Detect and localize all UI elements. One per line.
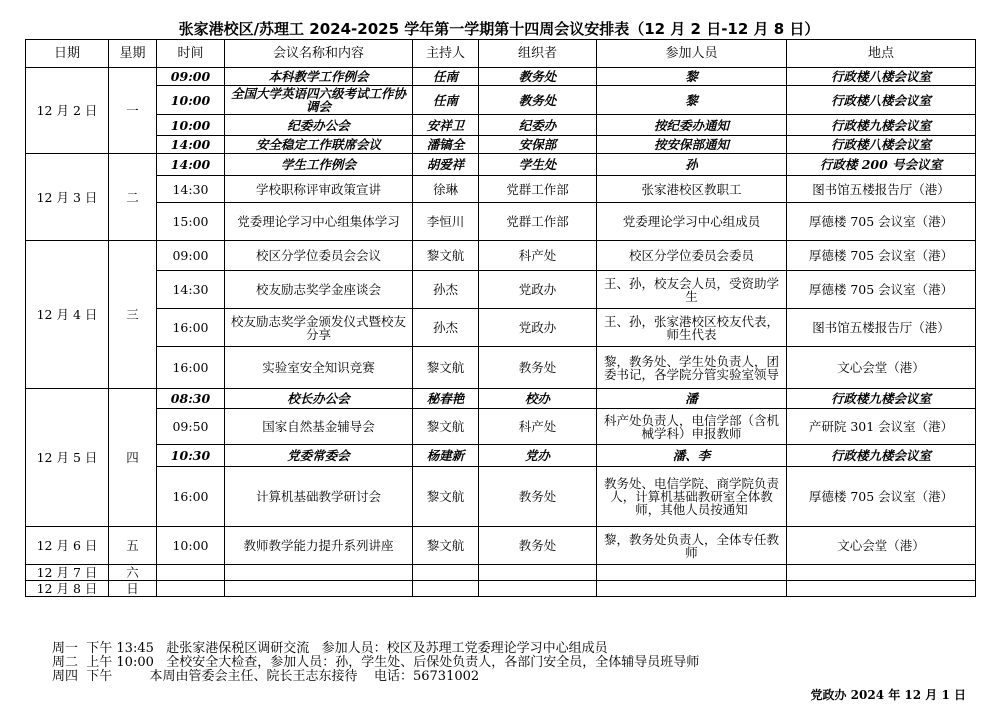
meeting-name-cell: 党委常委会 [225,445,413,467]
meeting-row [26,115,976,136]
date-cell: 12 月 3 日 [26,154,109,241]
meeting-name-cell: 校友励志奖学金颁发仪式暨校友分享 [225,309,413,347]
meeting-name-cell: 学生工作例会 [225,154,413,176]
attendees-cell: 王、孙，校友会人员，受资助学生 [597,271,787,309]
host-cell: 黎文航 [413,347,479,389]
host-cell: 孙杰 [413,271,479,309]
attendees-cell: 党委理论学习中心组成员 [597,203,787,241]
host-cell [413,581,479,597]
meeting-row [26,154,976,176]
time-cell: 10:30 [157,445,225,467]
attendees-cell: 孙 [597,154,787,176]
meeting-row [26,271,976,309]
organizer-cell: 党政办 [479,309,597,347]
location-cell: 行政楼八楼会议室 [787,86,976,115]
location-cell: 文心会堂（港） [787,347,976,389]
organizer-cell: 党群工作部 [479,176,597,203]
meeting-name-cell: 计算机基础教学研讨会 [225,467,413,527]
attendees-cell: 按纪委办通知 [597,115,787,136]
organizer-cell: 教务处 [479,347,597,389]
time-cell: 09:00 [157,241,225,271]
time-cell [157,565,225,581]
date-cell: 12 月 4 日 [26,241,109,389]
host-cell: 杨建新 [413,445,479,467]
meeting-row [26,68,976,86]
meeting-name-cell: 校友励志奖学金座谈会 [225,271,413,309]
organizer-cell: 党办 [479,445,597,467]
location-cell: 厚德楼 705 会议室（港） [787,203,976,241]
meeting-row [26,527,976,565]
host-cell: 黎文航 [413,527,479,565]
meeting-row [26,136,976,154]
host-cell: 潘镐全 [413,136,479,154]
location-cell: 厚德楼 705 会议室（港） [787,467,976,527]
time-cell: 14:30 [157,176,225,203]
attendees-cell: 黎 [597,86,787,115]
location-cell [787,581,976,597]
host-cell: 李恒川 [413,203,479,241]
time-cell: 08:30 [157,389,225,409]
attendees-cell: 王、孙，张家港校区校友代表，师生代表 [597,309,787,347]
time-cell: 16:00 [157,467,225,527]
date-cell: 12 月 8 日 [26,581,109,597]
host-cell: 任南 [413,86,479,115]
host-cell [413,565,479,581]
host-cell: 黎文航 [413,409,479,445]
organizer-cell: 科产处 [479,241,597,271]
host-cell: 任南 [413,68,479,86]
host-cell: 秘春艳 [413,389,479,409]
schedule-table [25,39,976,597]
organizer-cell: 学生处 [479,154,597,176]
meeting-name-cell: 全国大学英语四六级考试工作协调会 [225,86,413,115]
meeting-name-cell: 实验室安全知识竞赛 [225,347,413,389]
location-cell: 行政楼 200 号会议室 [787,154,976,176]
meeting-name-cell: 党委理论学习中心组集体学习 [225,203,413,241]
header-weekday: 星期 [109,40,157,68]
meeting-row [26,347,976,389]
meeting-name-cell [225,581,413,597]
weekday-cell: 二 [109,154,157,241]
attendees-cell: 潘、李 [597,445,787,467]
weekday-cell: 一 [109,68,157,154]
location-cell: 行政楼九楼会议室 [787,389,976,409]
header-row [26,40,976,68]
meeting-name-cell: 安全稳定工作联席会议 [225,136,413,154]
host-cell: 孙杰 [413,309,479,347]
schedule-body [26,68,976,597]
attendees-cell: 按安保部通知 [597,136,787,154]
time-cell: 10:00 [157,86,225,115]
meeting-row [26,176,976,203]
organizer-cell: 党政办 [479,271,597,309]
meeting-row [26,389,976,409]
organizer-cell: 党群工作部 [479,203,597,241]
attendees-cell: 黎，教务处、学生处负责人，团委书记，各学院分管实验室领导 [597,347,787,389]
time-cell: 16:00 [157,309,225,347]
meeting-row [26,445,976,467]
attendees-cell [597,581,787,597]
host-cell: 黎文航 [413,467,479,527]
header-attendees: 参加人员 [597,40,787,68]
location-cell: 行政楼九楼会议室 [787,115,976,136]
location-cell: 图书馆五楼报告厅（港） [787,176,976,203]
header-time: 时间 [157,40,225,68]
time-cell: 10:00 [157,115,225,136]
location-cell: 行政楼九楼会议室 [787,445,976,467]
location-cell: 行政楼八楼会议室 [787,136,976,154]
date-cell: 12 月 6 日 [26,527,109,565]
meeting-name-cell: 国家自然基金辅导会 [225,409,413,445]
time-cell: 14:00 [157,136,225,154]
weekday-cell: 三 [109,241,157,389]
time-cell [157,581,225,597]
weekday-cell: 四 [109,389,157,527]
location-cell [787,565,976,581]
meeting-row [26,241,976,271]
location-cell: 厚德楼 705 会议室（港） [787,271,976,309]
attendees-cell: 张家港校区教职工 [597,176,787,203]
organizer-cell: 科产处 [479,409,597,445]
meeting-name-cell: 学校职称评审政策宣讲 [225,176,413,203]
header-date: 日期 [26,40,109,68]
time-cell: 16:00 [157,347,225,389]
meeting-name-cell [225,565,413,581]
weekday-cell: 五 [109,527,157,565]
attendees-cell: 科产处负责人，电信学部（含机械学科）申报教师 [597,409,787,445]
footer-line: 周四 下午 本周由管委会主任、院长王志东接待 电话：56731002 [52,669,480,684]
meeting-name-cell: 教师教学能力提升系列讲座 [225,527,413,565]
header-organizer: 组织者 [479,40,597,68]
meeting-row [26,581,976,597]
footer-notes [52,642,699,684]
host-cell: 黎文航 [413,241,479,271]
organizer-cell [479,581,597,597]
organizer-cell: 教务处 [479,68,597,86]
weekday-cell: 日 [109,581,157,597]
meeting-row [26,203,976,241]
meeting-row [26,86,976,115]
date-cell: 12 月 2 日 [26,68,109,154]
time-cell: 14:30 [157,271,225,309]
attendees-cell: 校区分学位委员会委员 [597,241,787,271]
organizer-cell: 纪委办 [479,115,597,136]
host-cell: 胡爱祥 [413,154,479,176]
time-cell: 15:00 [157,203,225,241]
date-cell: 12 月 7 日 [26,565,109,581]
meeting-name-cell: 本科教学工作例会 [225,68,413,86]
time-cell: 09:00 [157,68,225,86]
meeting-name-cell: 纪委办公会 [225,115,413,136]
location-cell: 行政楼八楼会议室 [787,68,976,86]
time-cell: 14:00 [157,154,225,176]
header-host: 主持人 [413,40,479,68]
attendees-cell: 教务处、电信学院、商学院负责人，计算机基础教研室全体教师，其他人员按通知 [597,467,787,527]
header-meeting: 会议名称和内容 [225,40,413,68]
meeting-row [26,565,976,581]
signature: 党政办 2024 年 12 月 1 日 [810,688,966,702]
attendees-cell [597,565,787,581]
organizer-cell [479,565,597,581]
time-cell: 09:50 [157,409,225,445]
organizer-cell: 教务处 [479,527,597,565]
organizer-cell: 校办 [479,389,597,409]
date-cell: 12 月 5 日 [26,389,109,527]
meeting-name-cell: 校长办公会 [225,389,413,409]
organizer-cell: 教务处 [479,86,597,115]
host-cell: 安祥卫 [413,115,479,136]
time-cell: 10:00 [157,527,225,565]
header-location: 地点 [787,40,976,68]
attendees-cell: 潘 [597,389,787,409]
location-cell: 产研院 301 会议室（港） [787,409,976,445]
organizer-cell: 教务处 [479,467,597,527]
meeting-row [26,309,976,347]
organizer-cell: 安保部 [479,136,597,154]
host-cell: 徐琳 [413,176,479,203]
footer-line: 周一 下午 13:45 赴张家港保税区调研交流 参加人员：校区及苏理工党委理论学习中心组成员 [52,641,608,656]
page-title: 张家港校区/苏理工 2024-2025 学年第一学期第十四周会议安排表（12 月 2 日-12 月 8 日） [178,20,820,38]
weekday-cell: 六 [109,565,157,581]
location-cell: 文心会堂（港） [787,527,976,565]
meeting-name-cell: 校区分学位委员会会议 [225,241,413,271]
meeting-row [26,467,976,527]
location-cell: 厚德楼 705 会议室（港） [787,241,976,271]
location-cell: 图书馆五楼报告厅（港） [787,309,976,347]
meeting-row [26,409,976,445]
attendees-cell: 黎，教务处负责人，全体专任教师 [597,527,787,565]
footer-line: 周二 上午 10:00 全校安全大检查，参加人员：孙，学生处、后保处负责人，各部门安全员，全体辅导员班导师 [52,655,700,670]
attendees-cell: 黎 [597,68,787,86]
